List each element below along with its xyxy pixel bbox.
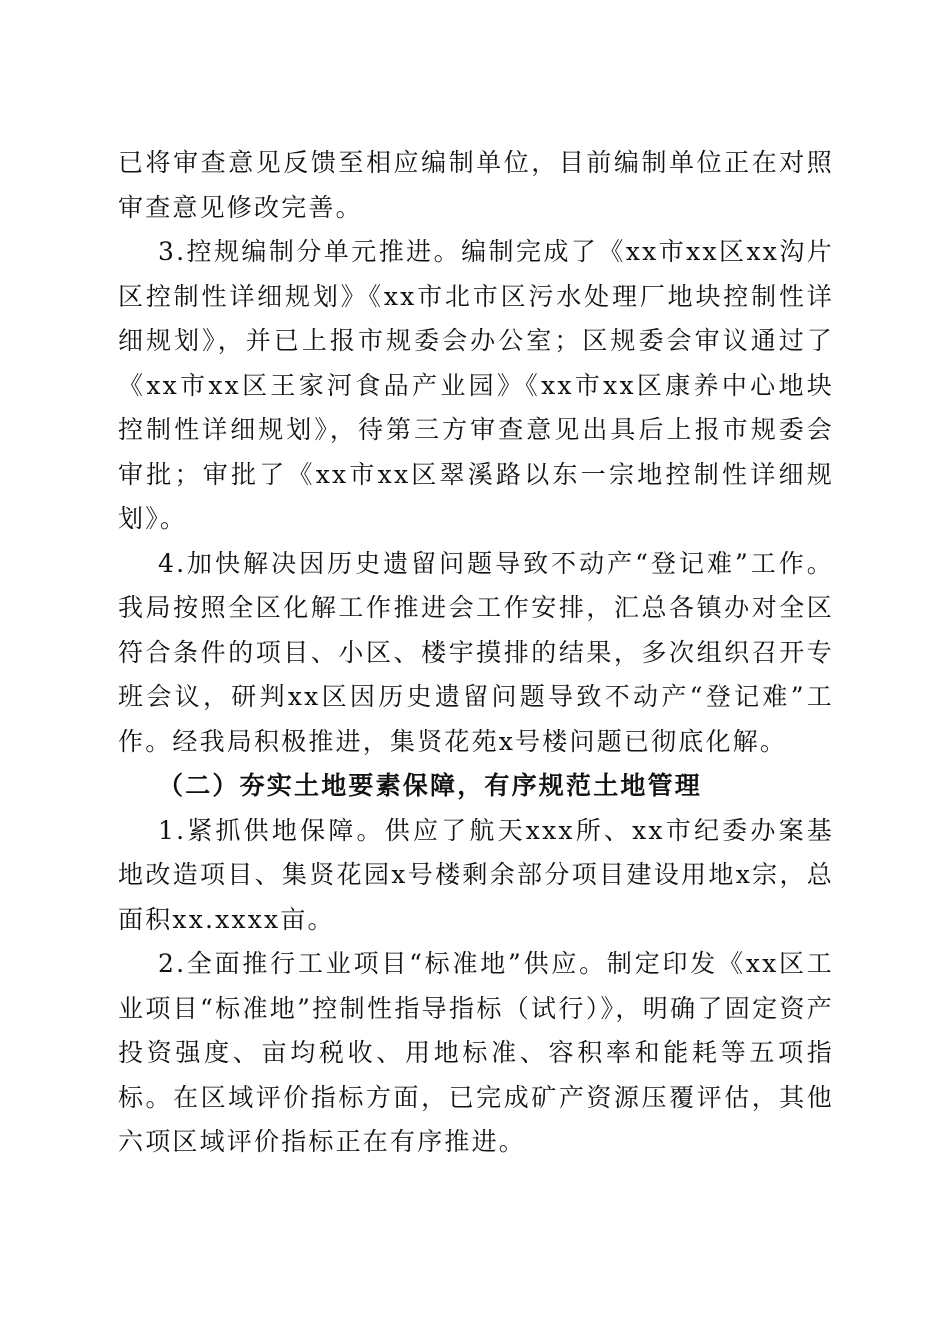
paragraph-continuation: 已将审查意见反馈至相应编制单位，目前编制单位正在对照审查意见修改完善。 (118, 148, 834, 222)
document-body (118, 141, 834, 1165)
paragraph-item-1-land-supply: 1.紧抓供地保障。供应了航天xxx所、xx市纪委办案基地改造项目、集贤花园x号楼剩余部分项目建设用地x宗，总面积xx.xxxx亩。 (118, 815, 834, 934)
paragraph-item-4-registration: 4.加快解决因历史遗留问题导致不动产“登记难”工作。我局按照全区化解工作推进会工作安排，汇总各镇办对全区符合条件的项目、小区、楼宇摸排的结果，多次组织召开专班会议，研判xx区因历史遗留问题导致不动产“登记难”工作。经我局积极推进，集贤花苑x号楼问题已彻底化解。 (118, 548, 834, 756)
paragraph-item-3-regulatory-planning: 3.控规编制分单元推进。编制完成了《xx市xx区xx沟片区控制性详细规划》《xx市北市区污水处理厂地块控制性详细规划》，并已上报市规委会办公室；区规委会审议通过了《xx市xx区王家河食品产业园》《xx市xx区康养中心地块控制性详细规划》，待第三方审查意见出具后上报市规委会审批；审批了《xx市xx区翠溪路以东一宗地控制性详细规划》。 (118, 237, 834, 533)
section-heading-2: （二）夯实土地要素保障，有序规范土地管理 (158, 771, 703, 800)
paragraph-item-2-standard-land: 2.全面推行工业项目“标准地”供应。制定印发《xx区工业项目“标准地”控制性指导指标（试行）》，明确了固定资产投资强度、亩均税收、用地标准、容积率和能耗等五项指标。在区域评价指标方面，已完成矿产资源压覆评估，其他六项区域评价指标正在有序推进。 (118, 949, 834, 1156)
